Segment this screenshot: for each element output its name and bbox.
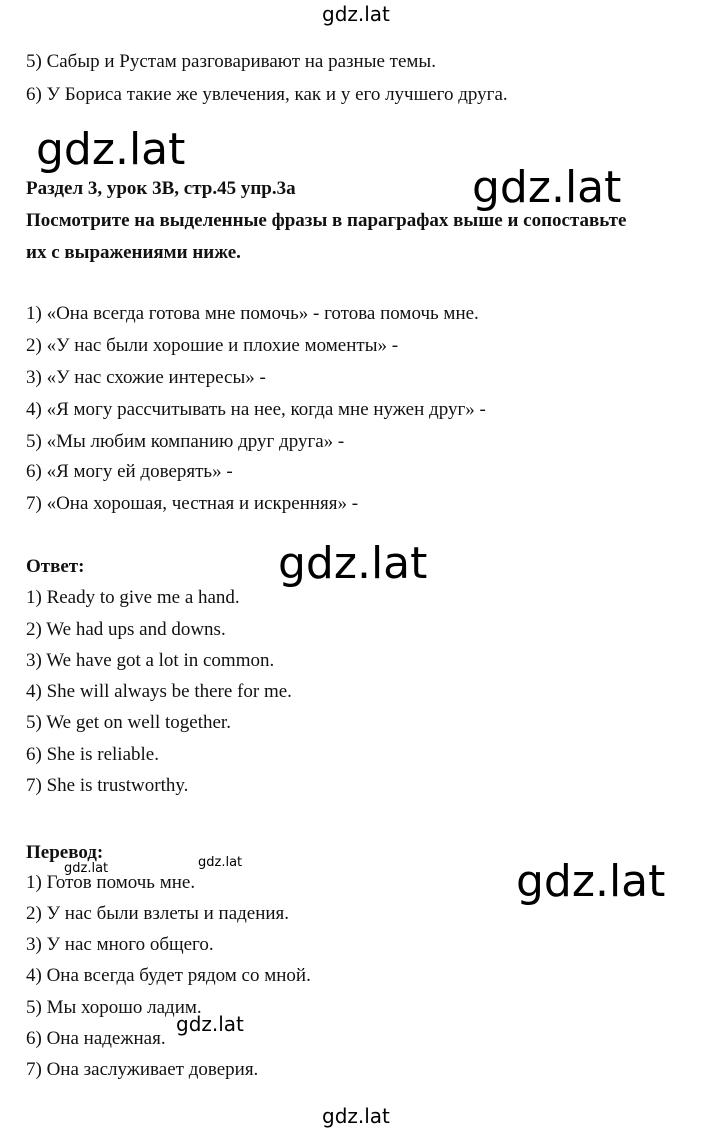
watermark-mid: gdz.lat xyxy=(176,1012,244,1036)
translation-item: 1) Готов помочь мне. xyxy=(26,872,196,893)
intro-line-6: 6) У Бориса такие же увлечения, как и у его лучшего друга. xyxy=(26,84,508,105)
watermark-top: gdz.lat xyxy=(322,2,390,26)
task-line-1: Посмотрите на выделенные фразы в параграфах выше и сопоставьте xyxy=(26,210,627,231)
translation-item: 2) У нас были взлеты и падения. xyxy=(26,903,290,924)
answer-heading: Ответ: xyxy=(26,556,85,577)
phrase-item: 7) «Она хорошая, честная и искренняя» - xyxy=(26,493,359,514)
answer-item: 1) Ready to give me a hand. xyxy=(26,587,240,608)
task-line-2: их с выражениями ниже. xyxy=(26,242,241,263)
answer-item: 6) She is reliable. xyxy=(26,744,159,765)
translation-heading: Перевод: xyxy=(26,842,104,863)
watermark-bottom: gdz.lat xyxy=(322,1104,390,1128)
phrase-item: 6) «Я могу ей доверять» - xyxy=(26,461,233,482)
watermark-tiny-2: gdz.lat xyxy=(198,855,243,870)
phrase-item: 5) «Мы любим компанию друг друга» - xyxy=(26,431,345,452)
intro-line-5: 5) Сабыр и Рустам разговаривают на разные темы. xyxy=(26,51,436,72)
answer-item: 5) We get on well together. xyxy=(26,712,231,733)
section-heading: Раздел 3, урок 3B, стр.45 упр.3а xyxy=(26,178,296,199)
watermark-large-3: gdz.lat xyxy=(278,538,428,589)
watermark-large-2: gdz.lat xyxy=(472,162,622,213)
translation-item: 6) Она надежная. xyxy=(26,1028,166,1049)
answer-item: 3) We have got a lot in common. xyxy=(26,650,275,671)
answer-item: 4) She will always be there for me. xyxy=(26,681,292,702)
translation-item: 3) У нас много общего. xyxy=(26,934,214,955)
phrase-item: 4) «Я могу рассчитывать на нее, когда мне нужен друг» - xyxy=(26,399,486,420)
translation-item: 4) Она всегда будет рядом со мной. xyxy=(26,965,311,986)
watermark-tiny-1: gdz.lat xyxy=(64,861,109,876)
watermark-large-1: gdz.lat xyxy=(36,124,186,175)
phrase-item: 1) «Она всегда готова мне помочь» - готова помочь мне. xyxy=(26,303,479,324)
answer-item: 2) We had ups and downs. xyxy=(26,619,226,640)
translation-item: 7) Она заслуживает доверия. xyxy=(26,1059,259,1080)
answer-item: 7) She is trustworthy. xyxy=(26,775,189,796)
phrase-item: 2) «У нас были хорошие и плохие моменты» - xyxy=(26,335,399,356)
watermark-large-4: gdz.lat xyxy=(516,856,666,907)
translation-item: 5) Мы хорошо ладим. xyxy=(26,997,202,1018)
phrase-item: 3) «У нас схожие интересы» - xyxy=(26,367,266,388)
